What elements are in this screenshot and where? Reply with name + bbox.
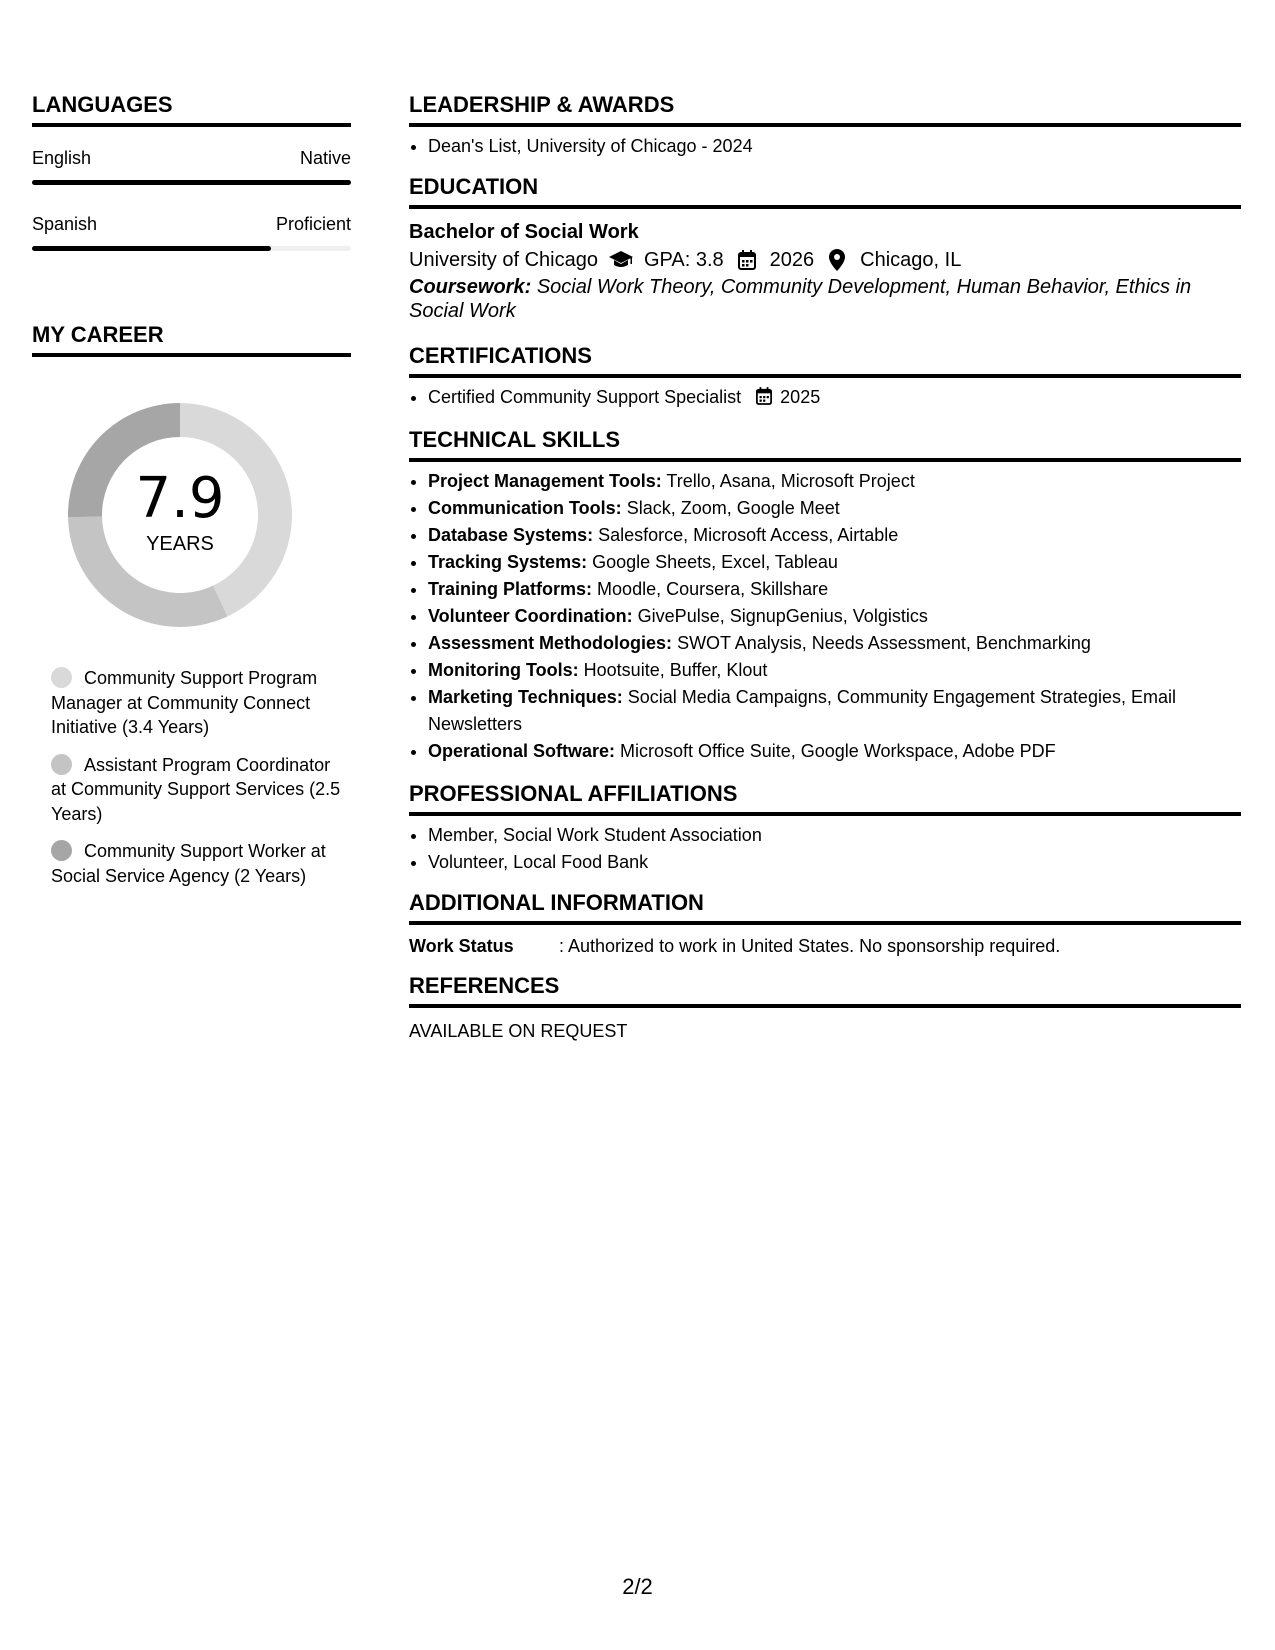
references-text: AVAILABLE ON REQUEST <box>409 1021 628 1041</box>
skill-item <box>428 522 1241 549</box>
leadership-list <box>409 133 1241 160</box>
skill-values: Google Sheets, Excel, Tableau <box>592 552 838 572</box>
certification-year: 2025 <box>780 387 821 407</box>
skill-item <box>428 549 1241 576</box>
skill-item <box>428 495 1241 522</box>
leadership-section <box>409 92 1241 160</box>
career-legend-item <box>51 753 341 827</box>
languages-heading: LANGUAGES <box>32 92 351 127</box>
gpa: GPA: 3.8 <box>643 249 724 271</box>
language-proficiency-fill <box>32 246 271 251</box>
references-section <box>409 973 1241 1042</box>
language-name: Spanish <box>32 214 98 234</box>
skill-values: Moodle, Coursera, Skillshare <box>597 579 829 599</box>
calendar-icon <box>756 386 772 413</box>
skills-list <box>409 468 1241 765</box>
additional-section <box>409 890 1241 959</box>
coursework-label: Coursework: <box>409 276 532 298</box>
graduation-year: 2026 <box>769 249 815 271</box>
skill-values: SWOT Analysis, Needs Assessment, Benchmarking <box>677 633 1091 653</box>
skill-category: Tracking Systems: <box>428 552 588 572</box>
skill-category: Project Management Tools: <box>428 471 662 491</box>
certifications-list <box>409 384 1241 413</box>
skill-item <box>428 630 1241 657</box>
affiliations-section <box>409 781 1241 876</box>
career-heading: MY CAREER <box>32 322 351 357</box>
affiliations-list <box>409 822 1241 876</box>
work-status-value: : Authorized to work in United States. No sponsorship required. <box>559 936 1061 956</box>
career-donut-chart <box>65 400 295 630</box>
list-item <box>428 384 1241 413</box>
education-heading: EDUCATION <box>409 174 1241 209</box>
certifications-heading: CERTIFICATIONS <box>409 343 1241 378</box>
skill-values: Social Media Campaigns, Community Engagement Strategies, Email Newsletters <box>428 687 1176 734</box>
skill-category: Operational Software: <box>428 741 616 761</box>
skill-values: Salesforce, Microsoft Access, Airtable <box>598 525 899 545</box>
language-list <box>32 147 351 251</box>
skill-item <box>428 603 1241 630</box>
additional-heading: ADDITIONAL INFORMATION <box>409 890 1241 925</box>
language-item <box>32 147 351 185</box>
skill-item <box>428 657 1241 684</box>
page-number: 2/2 <box>622 1574 653 1599</box>
list-item: • Dean's List, University of Chicago - 2024 <box>428 133 1241 160</box>
skill-values: Slack, Zoom, Google Meet <box>626 498 840 518</box>
skills-heading: TECHNICAL SKILLS <box>409 427 1241 462</box>
list-item: • Member, Social Work Student Association <box>428 822 1241 849</box>
skill-values: Trello, Asana, Microsoft Project <box>666 471 915 491</box>
skills-section <box>409 427 1241 765</box>
career-legend-item <box>51 839 341 888</box>
school-location: Chicago, IL <box>860 249 962 271</box>
skill-category: Monitoring Tools: <box>428 660 579 680</box>
legend-swatch <box>51 840 72 861</box>
coursework <box>409 275 1241 323</box>
language-proficiency-fill <box>32 180 351 185</box>
skill-item <box>428 576 1241 603</box>
skill-values: GivePulse, SignupGenius, Volgistics <box>637 606 928 626</box>
calendar-icon <box>734 249 760 271</box>
location-pin-icon <box>824 249 850 271</box>
career-total-unit: YEARS <box>146 533 214 555</box>
education-section <box>409 174 1241 323</box>
education-details <box>409 245 1241 275</box>
leadership-heading: LEADERSHIP & AWARDS <box>409 92 1241 127</box>
legend-swatch <box>51 754 72 775</box>
skill-item <box>428 684 1241 738</box>
skill-category: Training Platforms: <box>428 579 593 599</box>
skill-category: Volunteer Coordination: <box>428 606 633 626</box>
work-status-row <box>409 933 1241 959</box>
skill-category: Marketing Techniques: <box>428 687 623 707</box>
coursework-text: Social Work Theory, Community Development, Human Behavior, Ethics in Social Work <box>409 276 1192 322</box>
language-name: English <box>32 148 92 168</box>
career-legend <box>32 666 341 888</box>
list-item: • Volunteer, Local Food Bank <box>428 849 1241 876</box>
graduation-cap-icon <box>608 249 634 271</box>
skill-category: Database Systems: <box>428 525 594 545</box>
degree-title: Bachelor of Social Work <box>409 221 639 243</box>
career-legend-label: Community Support Program Manager at Community Connect Initiative (3.4 Years) <box>51 668 318 737</box>
right-column <box>409 92 1241 1042</box>
skill-category: Communication Tools: <box>428 498 622 518</box>
language-item <box>32 213 351 251</box>
skill-category: Assessment Methodologies: <box>428 633 673 653</box>
certifications-section <box>409 343 1241 413</box>
skill-item <box>428 468 1241 495</box>
legend-swatch <box>51 667 72 688</box>
school-name: University of Chicago <box>409 249 598 271</box>
career-legend-label: Community Support Worker at Social Service Agency (2 Years) <box>51 841 326 886</box>
left-column <box>32 92 351 901</box>
language-level: Proficient <box>275 214 351 234</box>
language-proficiency-bar <box>32 246 351 251</box>
references-heading: REFERENCES <box>409 973 1241 1008</box>
language-proficiency-bar <box>32 180 351 185</box>
language-level: Native <box>299 148 351 168</box>
career-total-years: 7.9 <box>135 466 225 531</box>
work-status-label: Work Status <box>409 936 514 956</box>
career-legend-label: Assistant Program Coordinator at Community Support Services (2.5 Years) <box>51 754 341 824</box>
career-legend-item <box>51 666 341 740</box>
skill-values: Microsoft Office Suite, Google Workspace, Adobe PDF <box>620 741 1056 761</box>
affiliations-heading: PROFESSIONAL AFFILIATIONS <box>409 781 1241 816</box>
skill-item <box>428 738 1241 765</box>
skill-values: Hootsuite, Buffer, Klout <box>583 660 768 680</box>
certification-name: Certified Community Support Specialist <box>428 387 742 407</box>
